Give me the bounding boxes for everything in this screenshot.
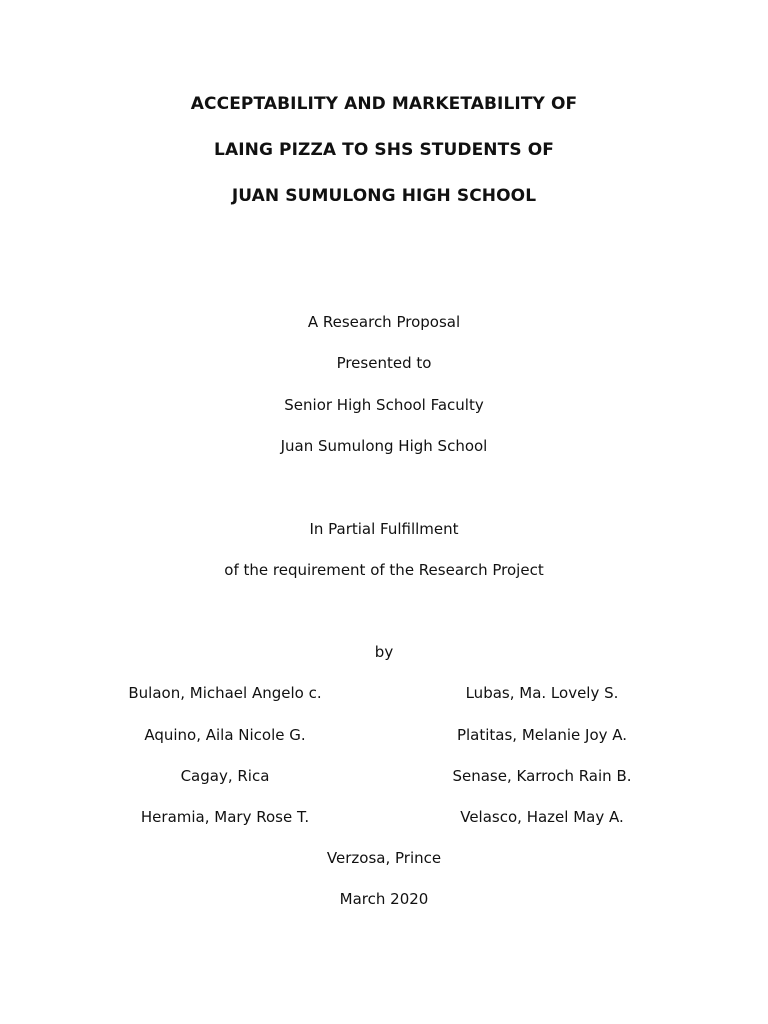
author-left-4: Heramia, Mary Rose T. <box>140 808 310 826</box>
title-line-1: ACCEPTABILITY AND MARKETABILITY OF <box>190 94 578 114</box>
author-right-1: Lubas, Ma. Lovely S. <box>465 684 619 702</box>
author-last: Verzosa, Prince <box>326 849 442 867</box>
proposal-line-1: A Research Proposal <box>307 313 461 331</box>
title-line-3: JUAN SUMULONG HIGH SCHOOL <box>231 186 537 206</box>
proposal-line-4: Juan Sumulong High School <box>280 437 488 455</box>
author-left-1: Bulaon, Michael Angelo c. <box>128 684 322 702</box>
author-left-3: Cagay, Rica <box>180 767 270 785</box>
fulfillment-line-1: In Partial Fulfillment <box>309 520 459 538</box>
proposal-line-3: Senior High School Faculty <box>284 396 484 414</box>
by-label: by <box>374 643 394 661</box>
fulfillment-line-2: of the requirement of the Research Project <box>224 561 544 579</box>
author-right-4: Velasco, Hazel May A. <box>460 808 624 826</box>
proposal-line-2: Presented to <box>336 354 432 372</box>
author-right-2: Platitas, Melanie Joy A. <box>456 726 628 744</box>
author-left-2: Aquino, Aila Nicole G. <box>144 726 306 744</box>
date: March 2020 <box>339 890 429 908</box>
author-right-3: Senase, Karroch Rain B. <box>452 767 632 785</box>
title-line-2: LAING PIZZA TO SHS STUDENTS OF <box>214 140 554 160</box>
